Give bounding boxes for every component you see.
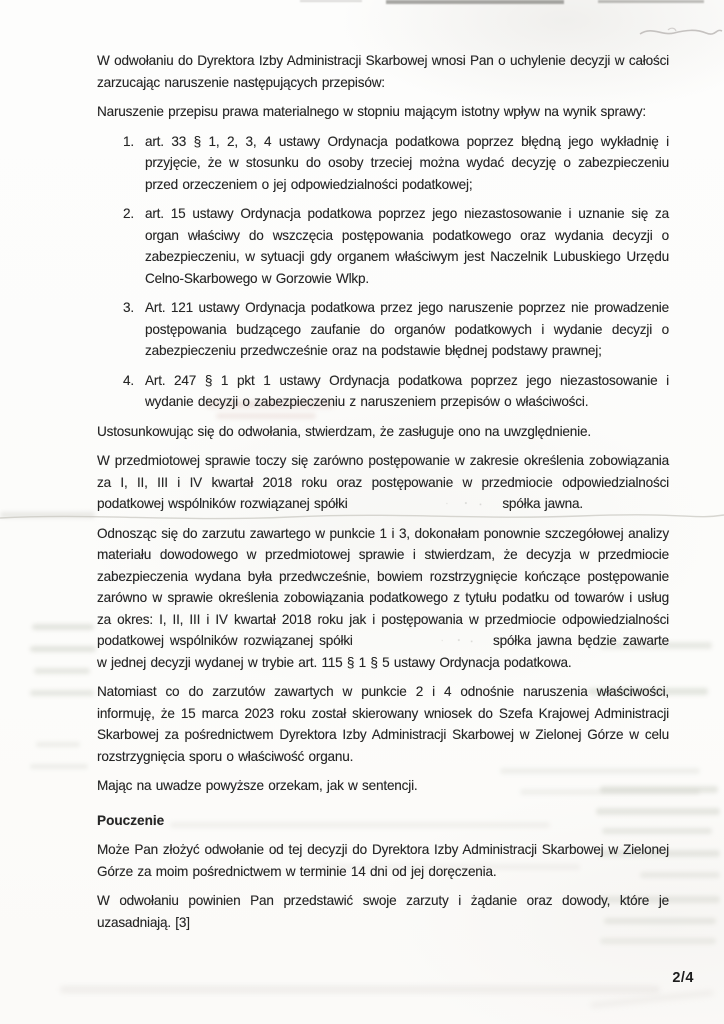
list-number: 1. (123, 133, 134, 149)
paragraph-odnoszac (97, 523, 669, 674)
bleed-through-mark (30, 764, 88, 769)
redacted-company-name (359, 636, 487, 645)
scan-edge-smudge (598, 0, 704, 3)
heading-pouczenie: Pouczenie (97, 812, 165, 828)
list-item-1 (97, 131, 669, 196)
paragraph-majac: Mając na uwadze powyższe orzekam, jak w sentencji. (97, 778, 418, 793)
list-item-3 (97, 297, 669, 362)
paragraph-text: Odnosząc się do zarzutu zawartego w punkcie 1 i 3, dokonałam ponownie szczegółowej analizy materiału dowodowego w przedmiotowej sprawie i stwierdzam, że decyzja w przedmiocie zabezpieczenia wydana była przedwcześnie, bowiem rozstrzygnięcie kończące postępowanie zarówno w sprawie określenia zobowiązania podatkowego z tytułu podatku od towarów i usług za okres: I, II, III i IV kwartał 2018 roku jak i postępowania w przedmiocie odpowiedzialności podatkowej wspólników rozwiązanej spółki (97, 525, 669, 648)
paragraph-ustosunkowujac: Ustosunkowując się do odwołania, stwierdzam, że zasługuje ono na uwzględnienie. (97, 423, 591, 439)
paper-crease-shadow (60, 986, 660, 993)
bleed-through-mark (32, 624, 94, 630)
paper-crease-shadow (0, 512, 95, 518)
paragraph-przedmiotowa (97, 450, 669, 515)
redacted-company-name (352, 499, 498, 508)
paragraph-text: spółka jawna. (502, 496, 583, 511)
list-item-text: Art. 247 § 1 pkt 1 ustawy Ordynacja podatkowa poprzez jego niezastosowanie i wydanie decyzji o zabezpieczeniu z naruszeniem przepisów o właściwości. (145, 372, 669, 409)
scan-edge-smudge (300, 0, 362, 2)
paragraph-naruszenie: Naruszenie przepisu prawa materialnego w stopniu mającym istotny wpływ na wynik sprawy: (97, 104, 646, 119)
list-item-4 (97, 370, 669, 413)
paragraph-text: spółka jawna będzie zawarte w jednej decyzji wydanej w trybie art. 115 § 1 § 5 ustawy Ordynacja podatkowa. (97, 633, 669, 670)
list-item-text: art. 33 § 1, 2, 3, 4 ustawy Ordynacja podatkowa poprzez błędną jego wykładnię i przyjęcie, że w stosunku do osoby trzeciej można wydać decyzję o zabezpieczeniu przed orzeczeniem o jej odpowiedzialności podatkowej; (145, 133, 669, 192)
list-item-2 (97, 203, 669, 289)
list-number: 4. (123, 372, 134, 388)
document-body (97, 50, 669, 941)
list-number: 2. (123, 206, 134, 221)
bleed-through-mark (30, 646, 96, 652)
paragraph-moze: Może Pan złożyć odwołanie od tej decyzji do Dyrektora Izby Administracji Skarbowej w Zielonej Górze za moim pośrednictwem w terminie 14 dni od jej doręczenia. (97, 842, 669, 879)
paragraph-natomiast: Natomiast co do zarzutów zawartych w punkcie 2 i 4 odnośnie naruszenia właściwości, informuję, że 15 marca 2023 roku został skierowany wniosek do Szefa Krajowej Administracji Skarbowej za pośrednictwem Dyrektora Izby Administracji Skarbowej w Zielonej Górze w celu rozstrzygnięcia sporu o właściwość organu. (97, 684, 669, 764)
list-number: 3. (123, 300, 134, 315)
paragraph-text: W przedmiotowej sprawie toczy się zarówno postępowanie w zakresie określenia zobowiązania za I, II, III i IV kwartał 2018 roku oraz postępowanie w przedmiocie odpowiedzialności podatkowej wspólników rozwiązanej spółki (97, 453, 669, 511)
paragraph-intro: W odwołaniu do Dyrektora Izby Administracji Skarbowej wnosi Pan o uchylenie decyzji w całości zarzucając naruszenie następujących przepisów: (97, 53, 669, 90)
list-item-text: art. 15 ustawy Ordynacja podatkowa poprzez jego niezastosowanie i uznanie się za organ właściwy do wszczęcia postępowania podatkowego oraz wydania decyzji o zabezpieczeniu, w sytuacji gdy organem właściwym jest Naczelnik Lubuskiego Urzędu Celno-Skarbowego w Gorzowie Wlkp. (145, 206, 669, 286)
bleed-through-mark (30, 690, 94, 696)
page-number: 2/4 (672, 970, 694, 986)
list-item-text: Art. 121 ustawy Ordynacja podatkowa przez jego naruszenie poprzez nie prowadzenie postępowania budzącego zaufanie do organów podatkowych i wydanie decyzji o zabezpieczeniu przedwcześnie oraz na podstawie błędnej podstawy prawnej; (145, 300, 669, 358)
bleed-through-mark (34, 668, 90, 674)
bleed-through-mark (36, 742, 80, 747)
pen-squiggle-mark (638, 20, 724, 44)
paragraph-wodwolaniu: W odwołaniu powinien Pan przedstawić swoje zarzuty i żądanie oraz dowody, które je uzasadniają. [3] (97, 893, 669, 930)
paper-crease-shadow (590, 990, 714, 1009)
scan-edge-smudge (386, 0, 564, 4)
